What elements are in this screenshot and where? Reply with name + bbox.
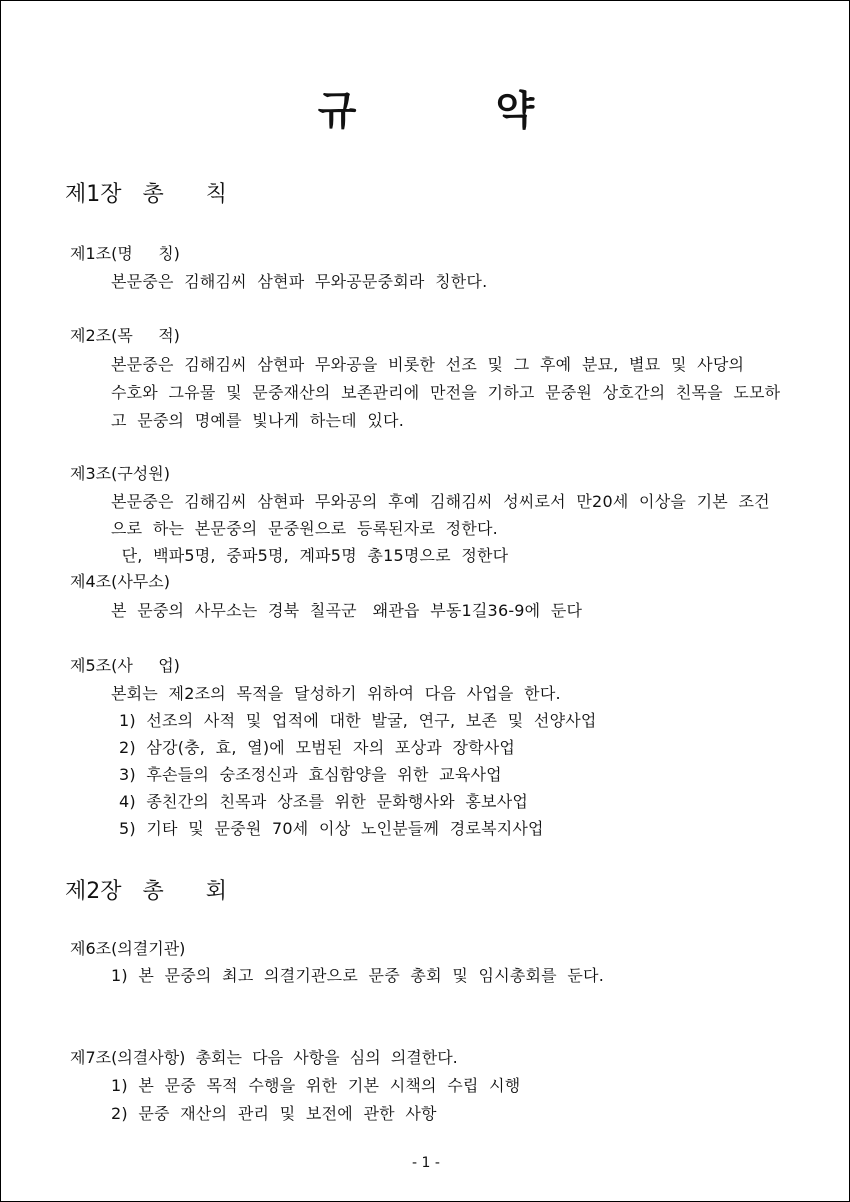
article-3-line: 본문중은 김해김씨 삼현파 무와공의 후예 김해김씨 성씨로서 만20세 이상을 기본 조건 [111, 492, 770, 511]
article-5-intro: 본회는 제2조의 목적을 달성하기 위하여 다음 사업을 한다. [111, 684, 561, 703]
article-7-line: 2) 문중 재산의 관리 및 보전에 관한 사항 [111, 1104, 437, 1123]
document-title: 규 약 [317, 88, 535, 134]
article-6-line: 1) 본 문중의 최고 의결기관으로 문중 총회 및 임시총회를 둔다. [111, 966, 604, 985]
article-5-item: 5) 기타 및 문중원 70세 이상 노인분들께 경로복지사업 [119, 819, 544, 838]
article-5-item: 1) 선조의 사적 및 업적에 대한 발굴, 연구, 보존 및 선양사업 [119, 711, 597, 730]
article-4-heading: 제4조(사무소) [70, 572, 170, 591]
article-3-line: 단, 백파5명, 중파5명, 계파5명 총15명으로 정한다 [111, 546, 509, 565]
chapter-1-heading: 제1장 총 칙 [65, 182, 227, 207]
article-5-heading: 제5조(사 업) [70, 656, 180, 675]
article-4-line: 본 문중의 사무소는 경북 칠곡군 왜관읍 부동1길36-9에 둔다 [111, 601, 583, 620]
article-2-heading: 제2조(목 적) [70, 326, 180, 345]
article-6-heading: 제6조(의결기관) [70, 939, 186, 958]
article-2-line: 본문중은 김해김씨 삼현파 무와공을 비롯한 선조 및 그 후예 분묘, 별묘 및 사당의 [111, 355, 745, 374]
article-2-line: 고 문중의 명예를 빛나게 하는데 있다. [111, 411, 404, 430]
article-3-line: 으로 하는 본문중의 문중원으로 등록된자로 정한다. [111, 519, 498, 538]
chapter-2-heading: 제2장 총 회 [65, 879, 227, 904]
article-7-heading: 제7조(의결사항) 총회는 다음 사항을 심의 의결한다. [70, 1048, 458, 1067]
article-7-line: 1) 본 문중 목적 수행을 위한 기본 시책의 수립 시행 [111, 1076, 521, 1095]
article-5-item: 3) 후손들의 숭조정신과 효심함양을 위한 교육사업 [119, 765, 502, 784]
article-5-item: 4) 종친간의 친목과 상조를 위한 문화행사와 홍보사업 [119, 792, 529, 811]
article-3-heading: 제3조(구성원) [70, 464, 170, 483]
article-1-line: 본문중은 김해김씨 삼현파 무와공문중회라 칭한다. [111, 272, 488, 291]
article-2-line: 수호와 그유물 및 문중재산의 보존관리에 만전을 기하고 문중원 상호간의 친목을 도모하 [111, 383, 781, 402]
page-number: - 1 - [412, 1155, 440, 1171]
article-1-heading: 제1조(명 칭) [70, 244, 180, 263]
article-5-item: 2) 삼강(충, 효, 열)에 모범된 자의 포상과 장학사업 [119, 738, 516, 757]
